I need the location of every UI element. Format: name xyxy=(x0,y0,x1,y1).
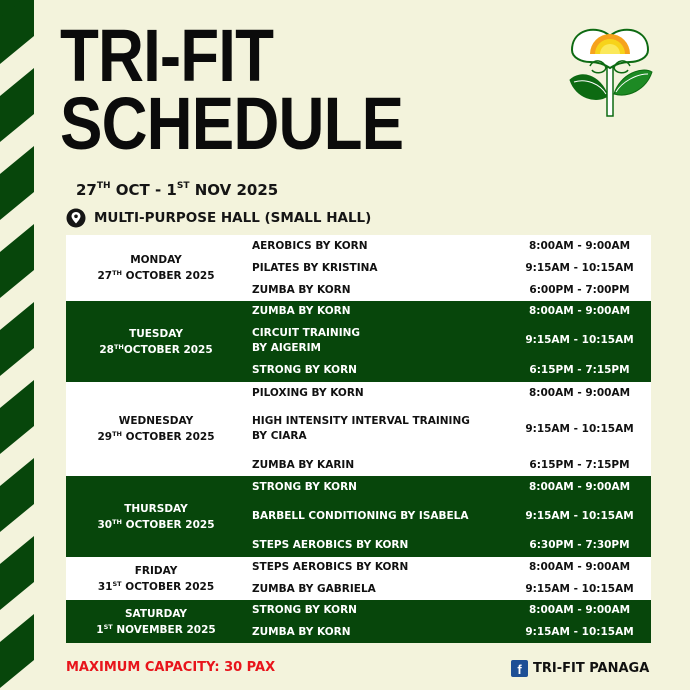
day-cell xyxy=(66,235,246,301)
class-time: 6:15PM - 7:15PM xyxy=(529,364,630,376)
class-name: BARBELL CONDITIONING BY ISABELA xyxy=(252,509,469,522)
class-name: ZUMBA BY KORN xyxy=(252,283,351,296)
day-date: 28THOCTOBER 2025 xyxy=(99,342,213,356)
day-name: WEDNESDAY xyxy=(118,415,194,427)
sessions-list xyxy=(246,600,651,643)
schedule-table xyxy=(66,235,651,643)
title-line-1: TRI-FIT xyxy=(60,14,274,97)
facebook-icon: f xyxy=(511,660,528,677)
day-date: 31ST OCTOBER 2025 xyxy=(97,579,215,593)
session-row xyxy=(246,621,651,643)
title-line-2: SCHEDULE xyxy=(60,82,404,165)
class-name: ZUMBA BY KARIN xyxy=(252,458,355,471)
class-time: 8:00AM - 9:00AM xyxy=(528,480,631,493)
class-time: 9:15AM - 10:15AM xyxy=(525,422,634,435)
venue-label: MULTI-PURPOSE HALL (SMALL HALL) xyxy=(94,210,372,226)
day-block-saturday xyxy=(66,600,651,643)
sessions-list xyxy=(246,382,651,476)
day-cell xyxy=(66,600,246,643)
session-row xyxy=(246,359,651,382)
session-row xyxy=(246,301,651,322)
class-time: 8:00AM - 9:00AM xyxy=(528,239,631,252)
flower-emblem-logo xyxy=(560,18,660,118)
class-name: CIRCUIT TRAINING BY AIGERIM xyxy=(252,326,361,354)
class-time: 8:00AM - 9:00AM xyxy=(528,305,631,317)
date-range: 27TH OCT - 1ST NOV 2025 xyxy=(76,181,279,199)
session-row xyxy=(246,404,651,454)
map-pin-icon xyxy=(66,208,86,228)
session-row xyxy=(246,498,651,534)
session-row xyxy=(246,578,651,600)
class-time: 6:30PM - 7:30PM xyxy=(529,539,630,551)
class-name: PILOXING BY KORN xyxy=(252,386,364,399)
class-name: ZUMBA BY GABRIELA xyxy=(252,582,376,595)
page-title xyxy=(60,14,404,165)
class-time: 9:15AM - 10:15AM xyxy=(525,509,634,522)
session-row xyxy=(246,454,651,476)
venue xyxy=(66,208,371,228)
session-row xyxy=(246,382,651,404)
class-time: 6:00PM - 7:00PM xyxy=(529,283,630,296)
class-name: ZUMBA BY KORN xyxy=(252,305,351,317)
day-cell xyxy=(66,557,246,600)
day-block-monday xyxy=(66,235,651,301)
session-row xyxy=(246,600,651,621)
day-cell xyxy=(66,476,246,557)
day-block-thursday xyxy=(66,476,651,557)
class-time: 9:15AM - 10:15AM xyxy=(525,261,634,274)
day-name: TUESDAY xyxy=(129,327,183,340)
day-date: 27TH OCTOBER 2025 xyxy=(97,269,215,282)
class-name: HIGH INTENSITY INTERVAL TRAINING BY CIARA xyxy=(252,415,470,442)
session-row xyxy=(246,557,651,578)
sessions-list xyxy=(246,476,651,557)
day-date: 1ST NOVEMBER 2025 xyxy=(96,622,216,636)
sessions-list xyxy=(246,301,651,382)
class-time: 8:00AM - 9:00AM xyxy=(528,386,631,399)
class-name: AEROBICS BY KORN xyxy=(252,239,368,252)
class-time: 8:00AM - 9:00AM xyxy=(528,561,631,573)
day-name: THURSDAY xyxy=(124,502,188,515)
day-name: SATURDAY xyxy=(124,607,188,620)
day-cell xyxy=(66,301,246,382)
session-row xyxy=(246,279,651,301)
day-block-tuesday xyxy=(66,301,651,382)
session-row xyxy=(246,235,651,257)
class-name: STRONG BY KORN xyxy=(252,604,357,616)
day-name: MONDAY xyxy=(130,254,182,266)
session-row xyxy=(246,322,651,359)
facebook-page-name: TRI-FIT PANAGA xyxy=(533,661,650,676)
class-name: STEPS AEROBICS BY KORN xyxy=(252,539,409,551)
session-row xyxy=(246,257,651,279)
day-cell xyxy=(66,382,246,476)
day-date: 29TH OCTOBER 2025 xyxy=(97,430,215,443)
class-time: 9:15AM - 10:15AM xyxy=(525,334,634,346)
day-block-friday xyxy=(66,557,651,600)
session-row xyxy=(246,534,651,557)
max-capacity-note: MAXIMUM CAPACITY: 30 PAX xyxy=(66,660,276,675)
facebook-link[interactable] xyxy=(511,660,649,677)
session-row xyxy=(246,476,651,498)
sessions-list xyxy=(246,235,651,301)
class-name: STRONG BY KORN xyxy=(252,480,357,493)
sessions-list xyxy=(246,557,651,600)
decorative-stripes xyxy=(0,0,40,690)
class-time: 6:15PM - 7:15PM xyxy=(529,458,630,471)
class-name: STEPS AEROBICS BY KORN xyxy=(252,561,409,573)
class-time: 9:15AM - 10:15AM xyxy=(525,582,634,595)
class-name: PILATES BY KRISTINA xyxy=(252,261,378,274)
class-name: STRONG BY KORN xyxy=(252,364,357,376)
day-block-wednesday xyxy=(66,382,651,476)
class-time: 8:00AM - 9:00AM xyxy=(528,604,631,616)
class-time: 9:15AM - 10:15AM xyxy=(525,625,634,638)
day-name: FRIDAY xyxy=(134,564,178,577)
class-name: ZUMBA BY KORN xyxy=(252,625,351,638)
day-date: 30TH OCTOBER 2025 xyxy=(97,517,215,531)
